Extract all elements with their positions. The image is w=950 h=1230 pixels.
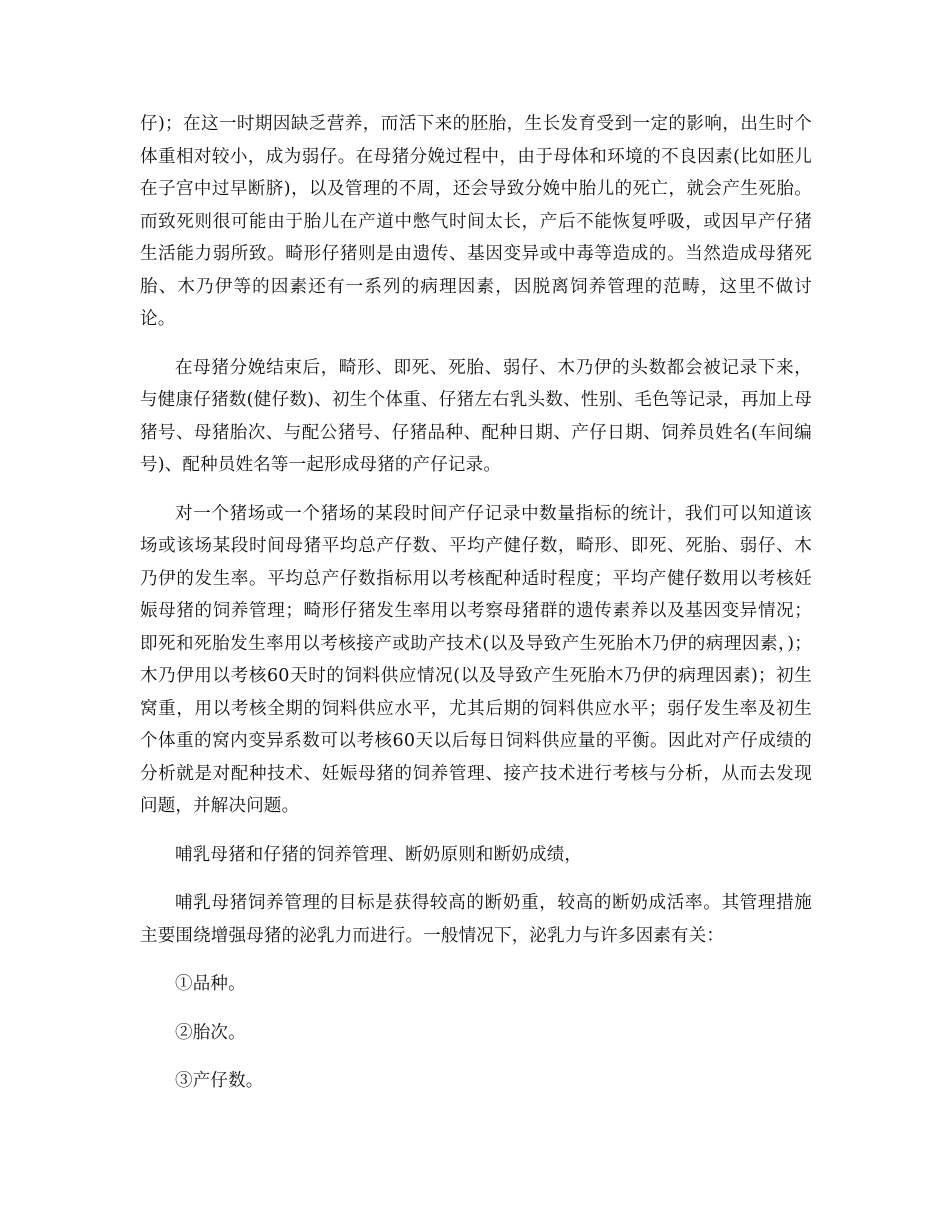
list-item-parity: ②胎次。: [175, 1022, 246, 1043]
paragraph-4-heading: 哺乳母猪和仔猪的饲养管理、断奶原则和断奶成绩，: [175, 844, 583, 865]
paragraph-3: 对一个猪场或一个猪场的某段时间产仔记录中数量指标的统计，我们可以知道该场或该场某段时间母猪平均总产仔数、平均产健仔数，畸形、即死、死胎、弱仔、木乃伊的发生率。平均总产仔数指标用以考核配种适时程度；平均产健仔数用以考核妊娠母猪的饲养管理；畸形仔猪发生率用以考察母猪群的遗传素养以及基因变异情况；即死和死胎发生率用以考核接产或助产技术(以及导致产生死胎木乃伊的病理因素，)；木乃伊用以考核60天时的饲料供应情况(以及导致产生死胎木乃伊的病理因素)；初生窝重，用以考核全期的饲料供应水平，尤其后期的饲料供应水平；弱仔发生率及初生个体重的窝内变异系数可以考核60天以后每日饲料供应量的平衡。因此对产仔成绩的分析就是对配种技术、妊娠母猪的饲养管理、接产技术进行考核与分析，从而去发现问题，并解决问题。: [140, 503, 812, 816]
list-item-breed: ①品种。: [175, 974, 246, 994]
document-body: [140, 108, 812, 1098]
paragraph-5: 哺乳母猪饲养管理的目标是获得较高的断奶重，较高的断奶成活率。其管理措施主要围绕增强母猪的泌乳力而进行。一般情况下，泌乳力与许多因素有关：: [140, 893, 812, 946]
paragraph-2: 在母猪分娩结束后，畸形、即死、死胎、弱仔、木乃伊的头数都会被记录下来，与健康仔猪数(健仔数)、初生个体重、仔猪左右乳头数、性别、毛色等记录，再加上母猪号、母猪胎次、与配公猪号、仔猪品种、配种日期、产仔日期、饲养员姓名(车间编号)、配种员姓名等一起形成母猪的产仔记录。: [140, 357, 812, 475]
list-item-litter-size: ③产仔数。: [175, 1071, 264, 1091]
paragraph-1: 仔)；在这一时期因缺乏营养，而活下来的胚胎，生长发育受到一定的影响，出生时个体重相对较小，成为弱仔。在母猪分娩过程中，由于母体和环境的不良因素(比如胚儿在子宫中过早断脐)，以及管理的不周，还会导致分娩中胎儿的死亡，就会产生死胎。而致死则很可能由于胎儿在产道中憋气时间太长，产后不能恢复呼吸，或因早产仔猪生活能力弱所致。畸形仔猪则是由遗传、基因变异或中毒等造成的。当然造成母猪死胎、木乃伊等的因素还有一系列的病理因素，因脱离饲养管理的范畴，这里不做讨论。: [140, 114, 812, 329]
